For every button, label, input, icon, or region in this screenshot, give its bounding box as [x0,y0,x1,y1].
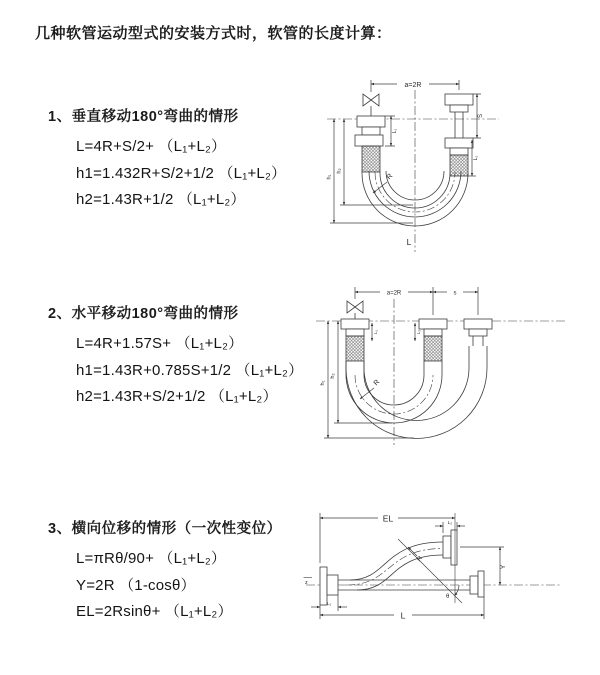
formula-length: L=4R+S/2+ （L₁+L₂） [76,138,227,155]
left-pipe-fitting [341,319,369,361]
dim-label-h2: h₂ [336,168,343,174]
dim-label-l1: L₁ [373,329,378,335]
dim-label-l2: L₂ [473,155,479,161]
dim-label-h1: h₁ [320,380,326,386]
angle-label: θ [446,594,450,600]
section-2-formulas [76,331,303,411]
dim-label-l1: L₁ [392,128,398,134]
middle-pipe-fitting [419,319,447,361]
section-3-heading: 3、横向位移的情形（一次性变位） [48,521,282,537]
diagram-lateral-displacement [300,503,590,648]
dim-label-y: Y [500,564,507,570]
formula-h1: h1=1.43R+0.785S+1/2 （L₁+L₂） [76,361,304,379]
section-horizontal-movement [48,302,303,411]
hose-s-curve [347,542,443,590]
dim-label-l2: L₂ [447,521,453,526]
formula-el: EL=2Rsinθ+ （L₁+L₂） [76,603,233,620]
formula-length: L=πRθ/90+ （L₁+L₂） [76,550,227,567]
valve-icon [363,94,379,116]
datum-label: z [305,580,308,586]
diagram-vertical-u-bend [325,74,585,264]
formula-h1: h1=1.432R+S/2+1/2 （L₁+L₂） [76,164,287,182]
section-lateral-displacement [48,517,282,626]
left-flange [320,567,338,605]
dim-label-s: S [478,113,484,119]
right-flange [470,571,484,597]
dim-label-a2r: a=2R [404,82,422,89]
length-label: L [400,610,406,621]
dim-label-el: EL [382,513,394,524]
dim-label-s: s [453,290,457,297]
radius-label: R [372,378,382,388]
formula-length: L=4R+1.57S+ （L₁+L₂） [76,335,244,352]
section-2-heading: 2、水平移动180°弯曲的情形 [48,306,239,322]
radius-leader [360,388,374,399]
right-pipe-fitting [445,94,473,176]
page-title: 几种软管运动型式的安装方式时，软管的长度计算： [35,25,392,42]
left-pipe-fitting [355,116,385,172]
dim-label-h1: h₁ [326,174,333,180]
formula-h2: h2=1.43R+1/2 （L₁+L₂） [76,191,246,208]
section-3-formulas [76,546,282,626]
formula-h2: h2=1.43R+S/2+1/2 （L₁+L₂） [76,388,278,405]
length-label: L [406,237,412,247]
right-pipe-fitting [464,319,492,346]
section-vertical-movement [48,105,286,214]
section-1-heading: 1、垂直移动180°弯曲的情形 [48,109,239,125]
radius-label: R [415,554,425,564]
dim-label-l1: L₁ [326,602,332,607]
section-1-formulas [76,134,286,214]
diagram-horizontal-u-bend [310,283,590,458]
valve-icon [347,301,363,319]
dim-label-a2r: a=2R [386,290,402,297]
dim-label-h2: h₂ [330,373,336,379]
formula-y: Y=2R （1-cosθ） [76,576,196,594]
dimension-a2r [355,287,478,315]
hose-u-bend [346,346,487,439]
radius-label: R [385,172,395,182]
dim-label-l2: L₂ [416,329,421,335]
